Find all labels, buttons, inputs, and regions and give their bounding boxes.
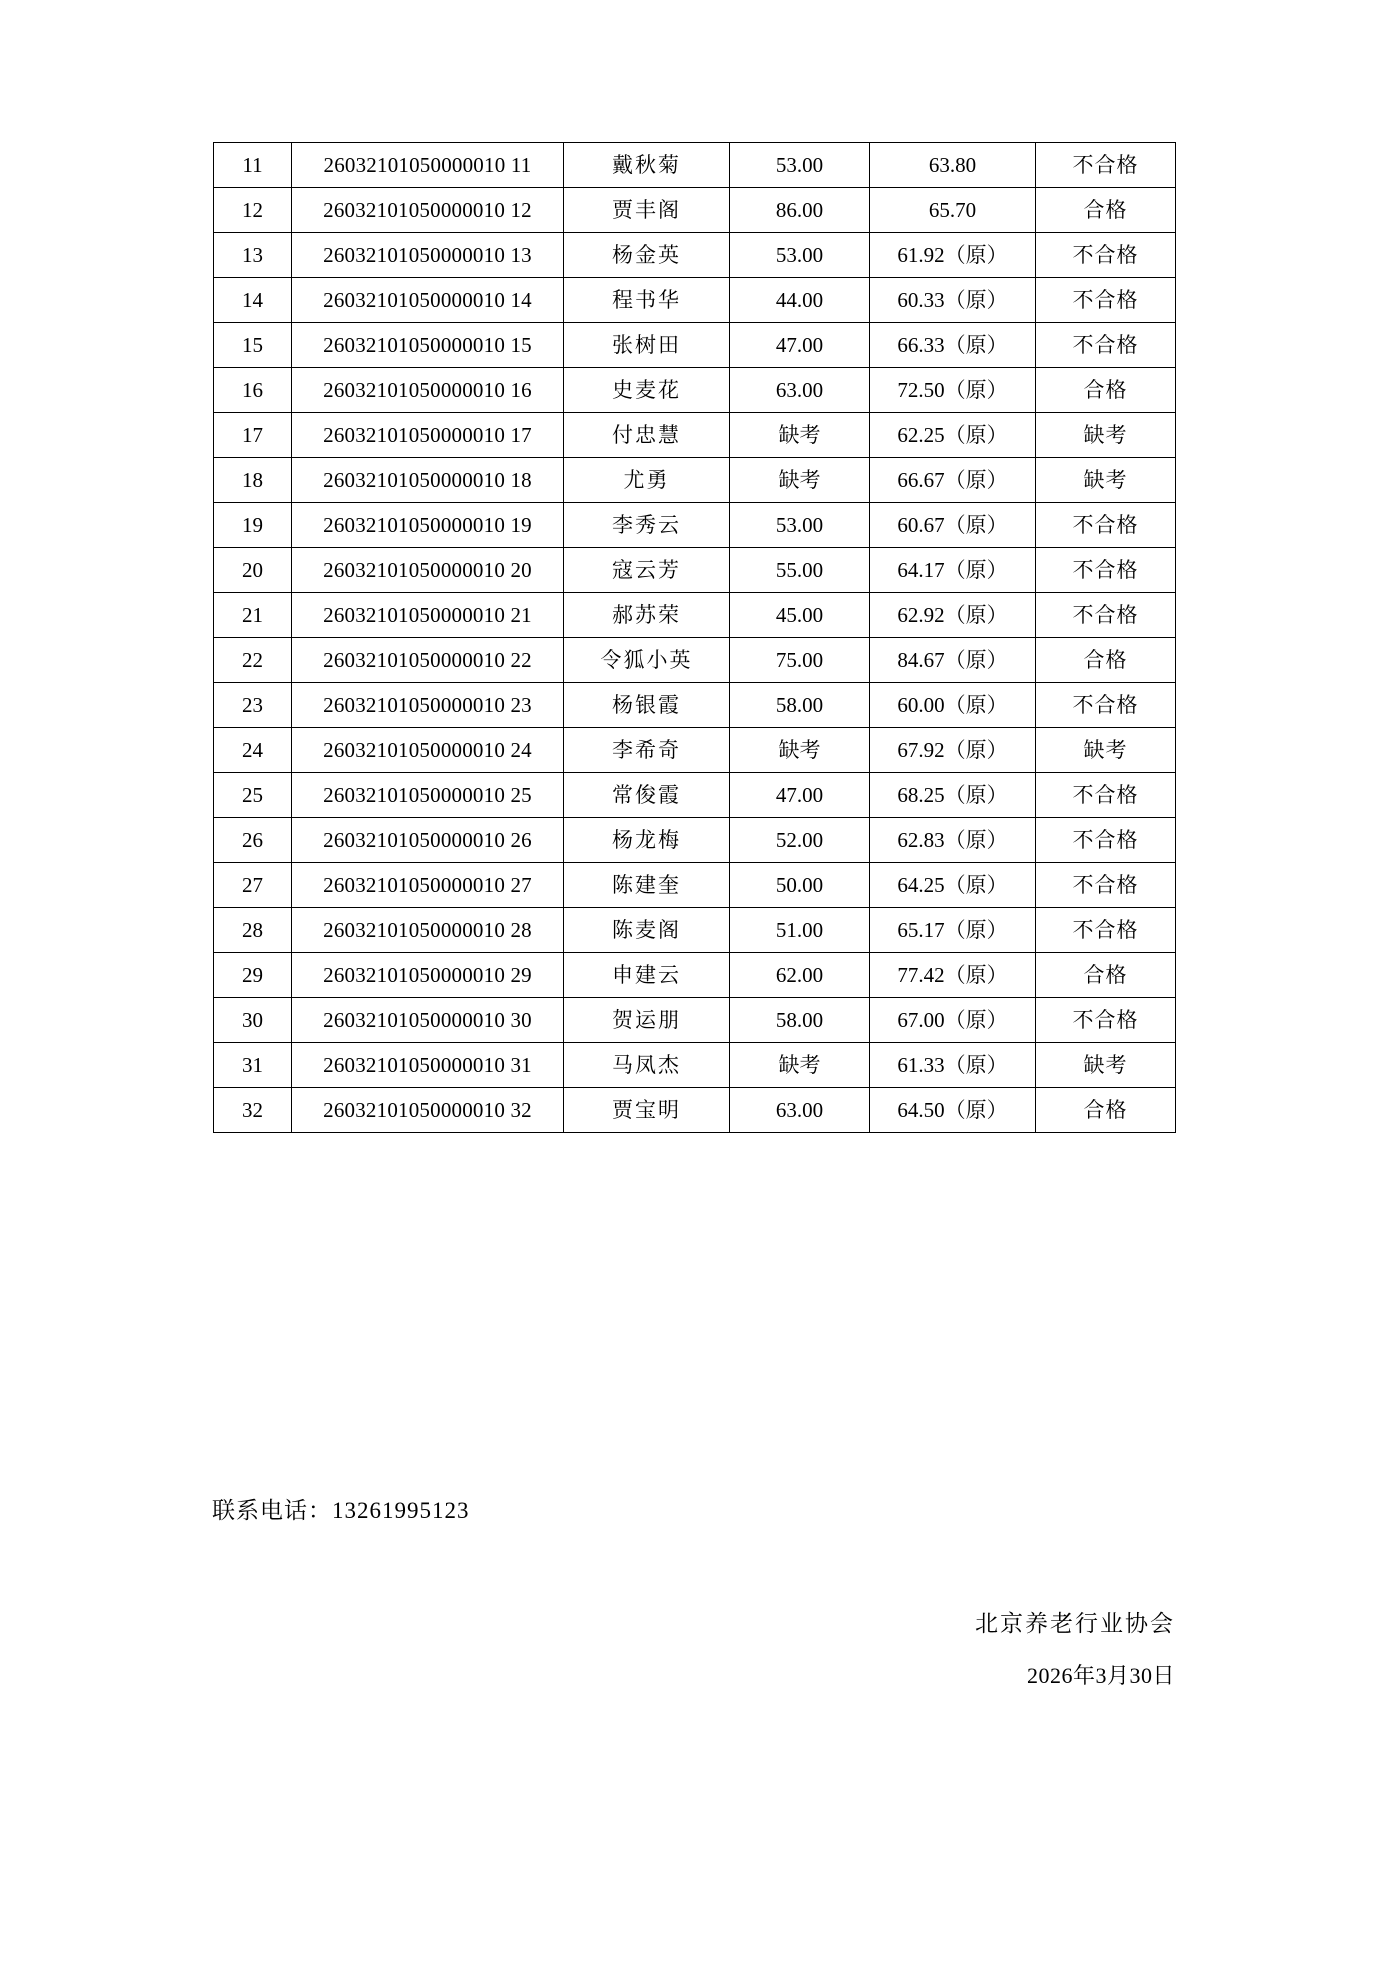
cell-result: 不合格 xyxy=(1036,683,1176,728)
table-row xyxy=(214,143,1176,188)
cell-index: 24 xyxy=(214,728,292,773)
cell-theory-score: 61.33（原） xyxy=(870,1043,1036,1088)
cell-theory-score: 66.67（原） xyxy=(870,458,1036,503)
table-row xyxy=(214,818,1176,863)
cell-certificate-number: 26032101050000010 26 xyxy=(292,818,564,863)
cell-index: 19 xyxy=(214,503,292,548)
cell-practice-score: 缺考 xyxy=(730,1043,870,1088)
cell-result: 合格 xyxy=(1036,953,1176,998)
table-row xyxy=(214,413,1176,458)
table-row xyxy=(214,458,1176,503)
cell-name: 陈麦阁 xyxy=(564,908,730,953)
cell-certificate-number: 26032101050000010 23 xyxy=(292,683,564,728)
cell-practice-score: 51.00 xyxy=(730,908,870,953)
cell-result: 缺考 xyxy=(1036,458,1176,503)
cell-theory-score: 61.92（原） xyxy=(870,233,1036,278)
cell-index: 13 xyxy=(214,233,292,278)
cell-name: 杨金英 xyxy=(564,233,730,278)
cell-practice-score: 58.00 xyxy=(730,998,870,1043)
cell-theory-score: 64.50（原） xyxy=(870,1088,1036,1133)
cell-result: 不合格 xyxy=(1036,548,1176,593)
cell-name: 张树田 xyxy=(564,323,730,368)
results-table-wrapper xyxy=(213,142,1175,1133)
cell-certificate-number: 26032101050000010 15 xyxy=(292,323,564,368)
cell-theory-score: 65.70 xyxy=(870,188,1036,233)
cell-theory-score: 84.67（原） xyxy=(870,638,1036,683)
cell-theory-score: 66.33（原） xyxy=(870,323,1036,368)
cell-certificate-number: 26032101050000010 12 xyxy=(292,188,564,233)
cell-theory-score: 63.80 xyxy=(870,143,1036,188)
cell-certificate-number: 26032101050000010 30 xyxy=(292,998,564,1043)
cell-result: 缺考 xyxy=(1036,413,1176,458)
table-row xyxy=(214,953,1176,998)
cell-name: 陈建奎 xyxy=(564,863,730,908)
cell-theory-score: 62.25（原） xyxy=(870,413,1036,458)
cell-result: 合格 xyxy=(1036,638,1176,683)
cell-result: 不合格 xyxy=(1036,323,1176,368)
cell-name: 李希奇 xyxy=(564,728,730,773)
cell-practice-score: 52.00 xyxy=(730,818,870,863)
cell-certificate-number: 26032101050000010 32 xyxy=(292,1088,564,1133)
cell-theory-score: 60.67（原） xyxy=(870,503,1036,548)
cell-practice-score: 75.00 xyxy=(730,638,870,683)
cell-practice-score: 53.00 xyxy=(730,143,870,188)
table-row xyxy=(214,503,1176,548)
cell-practice-score: 缺考 xyxy=(730,413,870,458)
cell-name: 常俊霞 xyxy=(564,773,730,818)
cell-practice-score: 63.00 xyxy=(730,1088,870,1133)
cell-index: 17 xyxy=(214,413,292,458)
table-row xyxy=(214,1088,1176,1133)
cell-result: 不合格 xyxy=(1036,278,1176,323)
cell-theory-score: 65.17（原） xyxy=(870,908,1036,953)
contact-phone: 联系电话：13261995123 xyxy=(212,1498,470,1523)
cell-practice-score: 53.00 xyxy=(730,503,870,548)
cell-practice-score: 47.00 xyxy=(730,323,870,368)
cell-certificate-number: 26032101050000010 31 xyxy=(292,1043,564,1088)
cell-certificate-number: 26032101050000010 27 xyxy=(292,863,564,908)
cell-practice-score: 45.00 xyxy=(730,593,870,638)
cell-theory-score: 68.25（原） xyxy=(870,773,1036,818)
cell-certificate-number: 26032101050000010 17 xyxy=(292,413,564,458)
cell-index: 15 xyxy=(214,323,292,368)
cell-name: 贾丰阁 xyxy=(564,188,730,233)
cell-name: 郝苏荣 xyxy=(564,593,730,638)
cell-name: 李秀云 xyxy=(564,503,730,548)
table-row xyxy=(214,863,1176,908)
cell-name: 寇云芳 xyxy=(564,548,730,593)
table-row xyxy=(214,638,1176,683)
cell-result: 合格 xyxy=(1036,368,1176,413)
cell-name: 程书华 xyxy=(564,278,730,323)
table-row xyxy=(214,773,1176,818)
table-row xyxy=(214,593,1176,638)
table-row xyxy=(214,188,1176,233)
cell-certificate-number: 26032101050000010 24 xyxy=(292,728,564,773)
cell-theory-score: 67.92（原） xyxy=(870,728,1036,773)
cell-index: 32 xyxy=(214,1088,292,1133)
cell-result: 不合格 xyxy=(1036,818,1176,863)
cell-result: 不合格 xyxy=(1036,773,1176,818)
cell-name: 马凤杰 xyxy=(564,1043,730,1088)
cell-index: 28 xyxy=(214,908,292,953)
cell-index: 25 xyxy=(214,773,292,818)
cell-name: 杨龙梅 xyxy=(564,818,730,863)
cell-theory-score: 60.00（原） xyxy=(870,683,1036,728)
cell-certificate-number: 26032101050000010 18 xyxy=(292,458,564,503)
cell-certificate-number: 26032101050000010 11 xyxy=(292,143,564,188)
table-row xyxy=(214,998,1176,1043)
cell-name: 尤勇 xyxy=(564,458,730,503)
table-row xyxy=(214,548,1176,593)
results-table-body xyxy=(214,143,1176,1133)
cell-name: 贺运朋 xyxy=(564,998,730,1043)
cell-name: 付忠慧 xyxy=(564,413,730,458)
cell-index: 26 xyxy=(214,818,292,863)
cell-result: 不合格 xyxy=(1036,908,1176,953)
signature-organization: 北京养老行业协会 xyxy=(975,1611,1175,1636)
cell-result: 不合格 xyxy=(1036,503,1176,548)
cell-index: 31 xyxy=(214,1043,292,1088)
cell-result: 不合格 xyxy=(1036,593,1176,638)
cell-result: 合格 xyxy=(1036,188,1176,233)
cell-certificate-number: 26032101050000010 28 xyxy=(292,908,564,953)
table-row xyxy=(214,1043,1176,1088)
cell-result: 不合格 xyxy=(1036,233,1176,278)
cell-practice-score: 53.00 xyxy=(730,233,870,278)
table-row xyxy=(214,368,1176,413)
cell-certificate-number: 26032101050000010 19 xyxy=(292,503,564,548)
cell-theory-score: 77.42（原） xyxy=(870,953,1036,998)
cell-index: 22 xyxy=(214,638,292,683)
cell-index: 14 xyxy=(214,278,292,323)
cell-practice-score: 63.00 xyxy=(730,368,870,413)
cell-name: 贾宝明 xyxy=(564,1088,730,1133)
table-row xyxy=(214,278,1176,323)
cell-theory-score: 72.50（原） xyxy=(870,368,1036,413)
cell-practice-score: 50.00 xyxy=(730,863,870,908)
cell-certificate-number: 26032101050000010 21 xyxy=(292,593,564,638)
cell-name: 杨银霞 xyxy=(564,683,730,728)
table-row xyxy=(214,683,1176,728)
cell-certificate-number: 26032101050000010 16 xyxy=(292,368,564,413)
cell-theory-score: 62.83（原） xyxy=(870,818,1036,863)
cell-practice-score: 44.00 xyxy=(730,278,870,323)
cell-certificate-number: 26032101050000010 13 xyxy=(292,233,564,278)
cell-index: 27 xyxy=(214,863,292,908)
cell-certificate-number: 26032101050000010 25 xyxy=(292,773,564,818)
cell-index: 20 xyxy=(214,548,292,593)
cell-index: 30 xyxy=(214,998,292,1043)
cell-practice-score: 缺考 xyxy=(730,728,870,773)
table-row xyxy=(214,908,1176,953)
cell-theory-score: 62.92（原） xyxy=(870,593,1036,638)
cell-result: 缺考 xyxy=(1036,1043,1176,1088)
cell-index: 16 xyxy=(214,368,292,413)
cell-practice-score: 58.00 xyxy=(730,683,870,728)
cell-index: 18 xyxy=(214,458,292,503)
cell-name: 戴秋菊 xyxy=(564,143,730,188)
table-row xyxy=(214,233,1176,278)
cell-result: 不合格 xyxy=(1036,863,1176,908)
signature-date: 2026年3月30日 xyxy=(1026,1662,1175,1688)
cell-practice-score: 55.00 xyxy=(730,548,870,593)
cell-name: 申建云 xyxy=(564,953,730,998)
cell-practice-score: 47.00 xyxy=(730,773,870,818)
cell-certificate-number: 26032101050000010 14 xyxy=(292,278,564,323)
cell-index: 23 xyxy=(214,683,292,728)
cell-practice-score: 缺考 xyxy=(730,458,870,503)
cell-index: 21 xyxy=(214,593,292,638)
cell-index: 11 xyxy=(214,143,292,188)
cell-result: 合格 xyxy=(1036,1088,1176,1133)
cell-theory-score: 64.25（原） xyxy=(870,863,1036,908)
cell-result: 不合格 xyxy=(1036,998,1176,1043)
cell-result: 缺考 xyxy=(1036,728,1176,773)
table-row xyxy=(214,728,1176,773)
cell-theory-score: 67.00（原） xyxy=(870,998,1036,1043)
cell-certificate-number: 26032101050000010 29 xyxy=(292,953,564,998)
cell-name: 令狐小英 xyxy=(564,638,730,683)
cell-certificate-number: 26032101050000010 20 xyxy=(292,548,564,593)
cell-index: 29 xyxy=(214,953,292,998)
table-row xyxy=(214,323,1176,368)
cell-theory-score: 64.17（原） xyxy=(870,548,1036,593)
cell-practice-score: 86.00 xyxy=(730,188,870,233)
cell-theory-score: 60.33（原） xyxy=(870,278,1036,323)
cell-index: 12 xyxy=(214,188,292,233)
cell-name: 史麦花 xyxy=(564,368,730,413)
results-table xyxy=(213,142,1176,1133)
signature-block xyxy=(975,1598,1175,1701)
cell-result: 不合格 xyxy=(1036,143,1176,188)
cell-practice-score: 62.00 xyxy=(730,953,870,998)
cell-certificate-number: 26032101050000010 22 xyxy=(292,638,564,683)
